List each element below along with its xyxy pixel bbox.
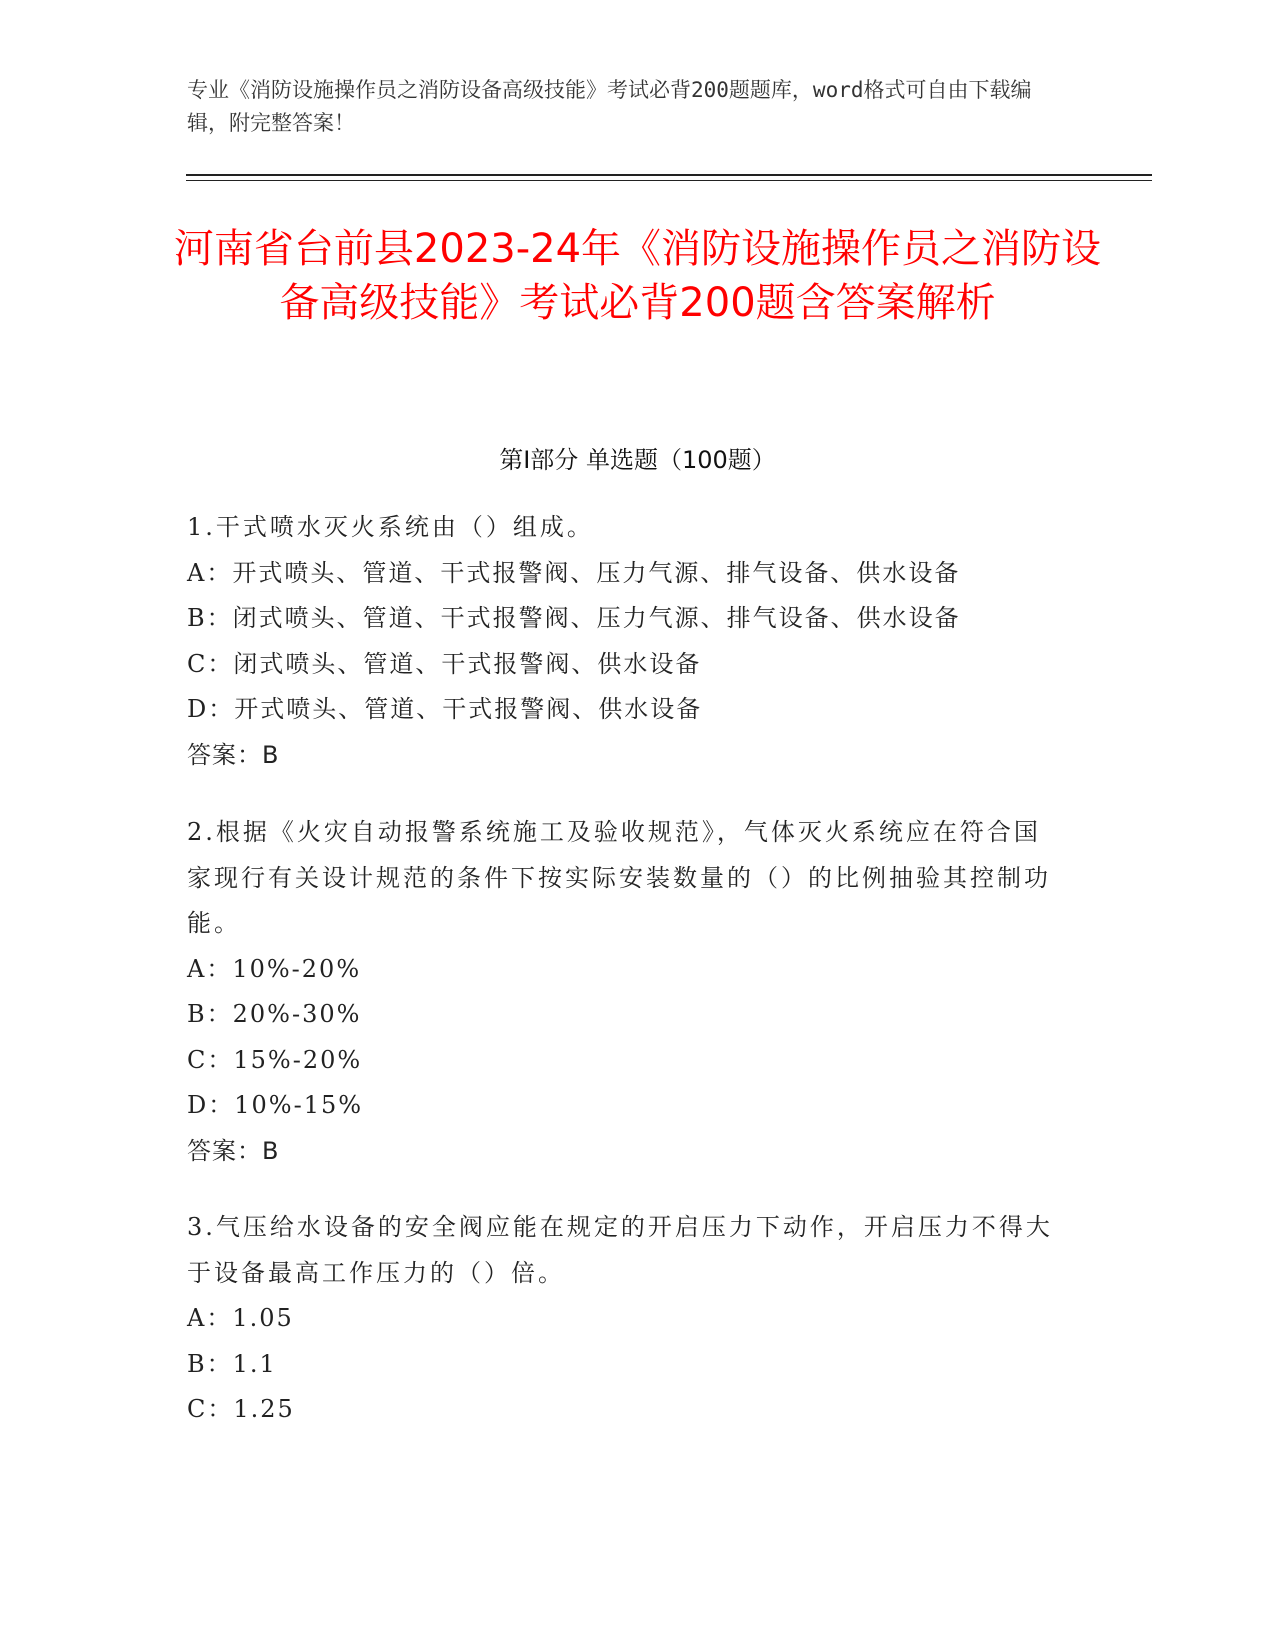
option-b: B：闭式喷头、管道、干式报警阀、压力气源、排气设备、供水设备 (187, 604, 961, 632)
answer: 答案：B (187, 740, 280, 769)
option-b: B：1.1 (187, 1349, 277, 1378)
question-stem: 2.根据《火灾自动报警系统施工及验收规范》，气体灭火系统应在符合国家现行有关设计规范的条件下按实际安装数量的（）的比例抽验其控制功能。 (187, 818, 1051, 937)
option-a: A：10%-20% (187, 954, 362, 983)
header-divider-thin (186, 180, 1152, 181)
option-d: D：10%-15% (187, 1091, 364, 1119)
option-c: C：闭式喷头、管道、干式报警阀、供水设备 (187, 649, 702, 678)
section-heading: 第Ⅰ部分 单选题（100题） (499, 446, 776, 474)
question-3 (187, 1205, 1067, 1433)
header-note: 专业《消防设施操作员之消防设备高级技能》考试必背200题题库，word格式可自由下载编辑，附完整答案！ (187, 78, 1032, 135)
question-stem: 3.气压给水设备的安全阀应能在规定的开启压力下动作，开启压力不得大于设备最高工作压力的（）倍。 (187, 1213, 1053, 1287)
option-a: A：开式喷头、管道、干式报警阀、压力气源、排气设备、供水设备 (187, 558, 961, 587)
option-c: C：15%-20% (187, 1045, 363, 1074)
option-c: C：1.25 (187, 1395, 295, 1423)
answer: 答案：B (187, 1136, 280, 1165)
option-a: A：1.05 (187, 1304, 294, 1332)
option-d: D：开式喷头、管道、干式报警阀、供水设备 (187, 695, 703, 723)
header-divider-thick (186, 174, 1152, 176)
document-title: 河南省台前县2023-24年《消防设施操作员之消防设备高级技能》考试必背200题含答案解析 (173, 226, 1102, 326)
question-1 (187, 505, 1067, 778)
question-stem: 1.干式喷水灭火系统由（）组成。 (187, 513, 594, 541)
question-2 (187, 810, 1067, 1174)
option-b: B：20%-30% (187, 1000, 362, 1028)
